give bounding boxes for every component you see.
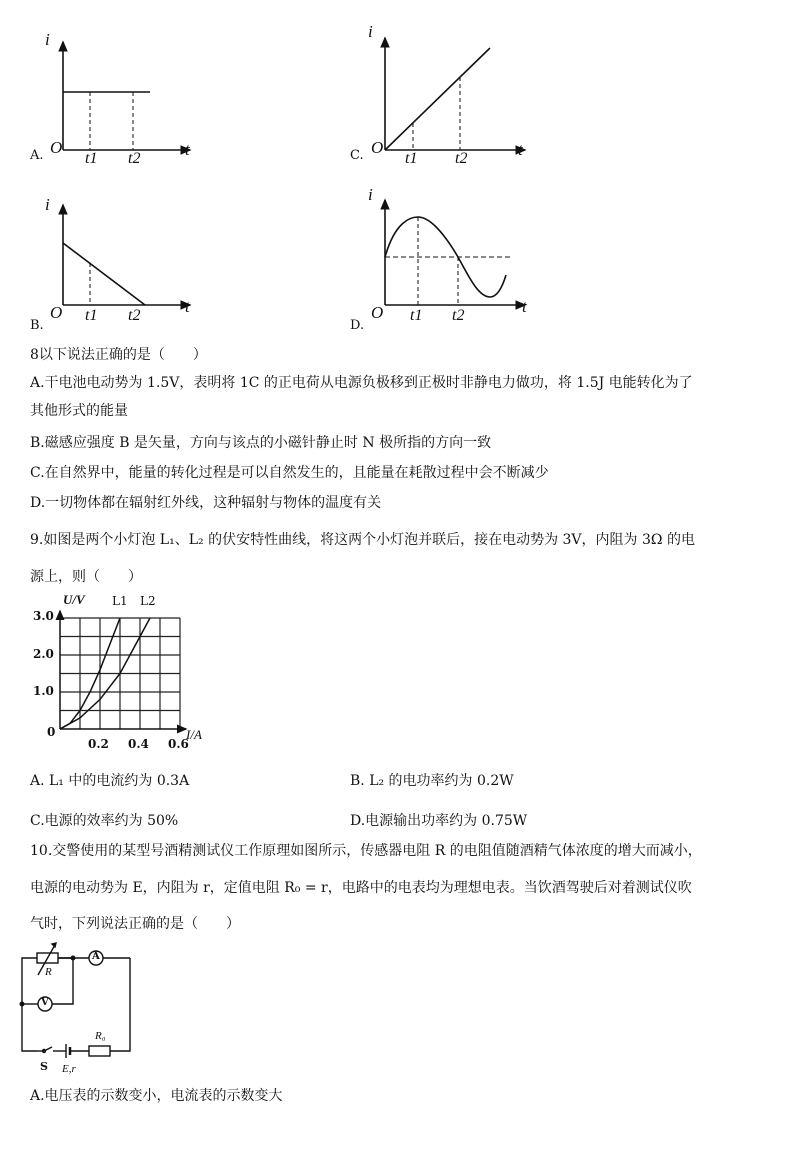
- t1-label: t1: [405, 150, 418, 167]
- x-axis-label: t: [185, 297, 190, 316]
- graph-c: [385, 38, 525, 150]
- chart-origin: 0: [47, 725, 56, 739]
- q10-stem-cont: 电源的电动势为 E，内阻为 r，定值电阻 R₀ = r，电路中的电表均为理想电表。当饮酒驾驶后对着测试仪吹: [30, 880, 692, 896]
- legend-l2: L2: [140, 594, 156, 608]
- y-axis-label: i: [368, 22, 373, 41]
- q8-option-a-cont: 其他形式的能量: [30, 403, 128, 419]
- q8-option-c: C.在自然界中，能量的转化过程是可以自然发生的，且能量在耗散过程中会不断减少: [30, 465, 549, 481]
- chart-ylabel: U/V: [63, 592, 85, 607]
- x-tick: 0.4: [128, 737, 149, 751]
- q8-option-b: B.磁感应强度 B 是矢量，方向与该点的小磁针静止时 N 极所指的方向一致: [30, 435, 492, 451]
- resistor-r-label: R: [45, 966, 52, 978]
- q9-option-a: A. L₁ 中的电流约为 0.3A: [30, 773, 190, 789]
- x-axis-label: t: [518, 140, 523, 159]
- y-axis-label: i: [45, 195, 50, 214]
- y-axis-label: i: [368, 185, 373, 204]
- q10-stem: 10.交警使用的某型号酒精测试仪工作原理如图所示，传感器电阻 R 的电阻值随酒精气体浓度的增大而减小，: [30, 843, 702, 859]
- q10-stem-cont2: 气时，下列说法正确的是（ ）: [30, 916, 240, 932]
- t1-label: t1: [410, 307, 423, 324]
- q10-option-a: A.电压表的示数变小，电流表的示数变大: [30, 1088, 283, 1104]
- origin-label: O: [371, 303, 384, 322]
- legend-l1: L1: [112, 594, 128, 608]
- q9-option-d: D.电源输出功率约为 0.75W: [350, 813, 528, 829]
- circuit-diagram: [20, 943, 130, 1058]
- q9-stem: 9.如图是两个小灯泡 L₁、L₂ 的伏安特性曲线，将这两个小灯泡并联后，接在电动势为 3V，内阻为 3Ω 的电: [30, 532, 695, 548]
- origin-label: O: [50, 303, 63, 322]
- x-axis-label: t: [185, 140, 190, 159]
- t1-label: t1: [85, 307, 98, 324]
- t1-label: t1: [85, 150, 98, 167]
- switch-label: S: [40, 1060, 48, 1073]
- chart-xlabel: I/A: [186, 727, 202, 742]
- t2-label: t2: [128, 150, 141, 167]
- y-axis-label: i: [45, 30, 50, 49]
- graph-b: [63, 205, 190, 305]
- q8-stem: 8以下说法正确的是（ ）: [30, 347, 207, 363]
- fixed-resistor: [89, 1046, 110, 1056]
- y-tick: 2.0: [33, 647, 54, 661]
- y-tick: 3.0: [33, 609, 54, 623]
- y-tick: 1.0: [33, 684, 54, 698]
- t2-label: t2: [452, 307, 465, 324]
- ui-chart: [60, 611, 186, 729]
- x-axis-label: t: [522, 297, 527, 316]
- q9-stem-cont: 源上，则（ ）: [30, 569, 142, 585]
- graph-d: [385, 200, 525, 305]
- option-c-label: C.: [350, 148, 364, 163]
- x-tick: 0.6: [168, 737, 189, 751]
- source-label: E,r: [62, 1063, 76, 1075]
- option-d-label: D.: [350, 318, 365, 333]
- q8-option-d: D.一切物体都在辐射红外线，这种辐射与物体的温度有关: [30, 495, 382, 511]
- resistor-r0-label: R₀: [95, 1030, 106, 1042]
- option-b-label: B.: [30, 318, 44, 333]
- origin-label: O: [50, 138, 63, 157]
- option-a-label: A.: [30, 148, 44, 163]
- origin-label: O: [371, 138, 384, 157]
- t2-label: t2: [455, 150, 468, 167]
- ammeter-label: A: [92, 951, 100, 962]
- q9-option-b: B. L₂ 的电功率约为 0.2W: [350, 773, 514, 789]
- voltmeter-label: V: [41, 997, 49, 1008]
- x-tick: 0.2: [88, 737, 109, 751]
- graph-a: [63, 42, 190, 150]
- t2-label: t2: [128, 307, 141, 324]
- q8-option-a: A.干电池电动势为 1.5V，表明将 1C 的正电荷从电源负极移到正极时非静电力做功，将 1.5J 电能转化为了: [30, 375, 693, 391]
- q9-option-c: C.电源的效率约为 50%: [30, 813, 179, 829]
